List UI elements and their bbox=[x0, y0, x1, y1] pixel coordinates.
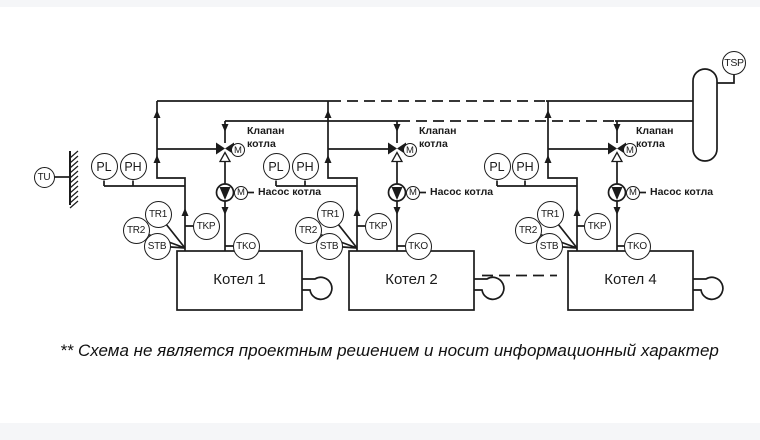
wall-symbol bbox=[54, 151, 78, 208]
boiler2-sensor-ph: PH bbox=[292, 153, 319, 180]
boiler4-sensor-tr2: TR2 bbox=[515, 217, 542, 244]
boiler2-valve-label: Клапан котла bbox=[419, 124, 457, 150]
boiler1-valve-motor-icon: M bbox=[231, 143, 245, 157]
boiler2-name: Котел 2 bbox=[385, 271, 438, 288]
sensor-tsp-label: TSP bbox=[724, 57, 744, 69]
boiler2-sensor-tr2: TR2 bbox=[295, 217, 322, 244]
boiler4-sensor-stb: STB bbox=[536, 233, 563, 260]
boiler1-name: Котел 1 bbox=[213, 271, 266, 288]
boiler1-sensor-tko: TKO bbox=[233, 233, 260, 260]
boiler4-valve-label: Клапан котла bbox=[636, 124, 674, 150]
boiler2-valve-motor-icon: M bbox=[403, 143, 417, 157]
boiler1-sensor-pl: PL bbox=[91, 153, 118, 180]
boiler2-pump-motor-icon: M bbox=[406, 186, 420, 200]
boiler1-sensor-tr1: TR1 bbox=[145, 201, 172, 228]
boiler4-sensor-tko: TKO bbox=[624, 233, 651, 260]
boiler1-pump-icon bbox=[217, 184, 234, 201]
boiler4-sensor-pl: PL bbox=[484, 153, 511, 180]
boiler4-sensor-ph: PH bbox=[512, 153, 539, 180]
boiler1-drain-icon bbox=[302, 277, 332, 299]
hydraulic-separator bbox=[693, 69, 717, 161]
boiler1-sensor-ph: PH bbox=[120, 153, 147, 180]
boiler1-valve-label: Клапан котла bbox=[247, 124, 285, 150]
boiler4-pump-label: Насос котла bbox=[650, 186, 714, 198]
boiler2-sensor-pl: PL bbox=[263, 153, 290, 180]
boiler2-drain-icon bbox=[474, 277, 504, 299]
sensor-tu bbox=[34, 167, 55, 188]
boiler2-sensor-tr1: TR1 bbox=[317, 201, 344, 228]
tsp-connector bbox=[717, 75, 734, 83]
boiler2-sensor-tko: TKO bbox=[405, 233, 432, 260]
boiler1-sensor-stb: STB bbox=[144, 233, 171, 260]
boiler4-pump-icon bbox=[609, 184, 626, 201]
boiler1-pump-motor-icon: M bbox=[234, 186, 248, 200]
sensor-tsp bbox=[722, 51, 746, 75]
boiler2-pump-icon bbox=[389, 184, 406, 201]
boiler4-valve-motor-icon: M bbox=[623, 143, 637, 157]
boiler4-sensor-tkp: TKP bbox=[584, 213, 611, 240]
boiler2-sensor-stb: STB bbox=[316, 233, 343, 260]
boiler1-pump-label: Насос котла bbox=[258, 186, 322, 198]
boiler4-pump-motor-icon: M bbox=[626, 186, 640, 200]
boiler4-name: Котел 4 bbox=[604, 271, 657, 288]
sensor-tu-label: TU bbox=[37, 171, 51, 183]
boiler2-sensor-tkp: TKP bbox=[365, 213, 392, 240]
disclaimer-note: ** Схема не является проектным решением и носит информационный характер bbox=[60, 341, 719, 360]
boiler1-sensor-tkp: TKP bbox=[193, 213, 220, 240]
boiler4-sensor-tr1: TR1 bbox=[537, 201, 564, 228]
boiler4-drain-icon bbox=[693, 277, 723, 299]
boiler1-sensor-tr2: TR2 bbox=[123, 217, 150, 244]
boiler2-pump-label: Насос котла bbox=[430, 186, 494, 198]
